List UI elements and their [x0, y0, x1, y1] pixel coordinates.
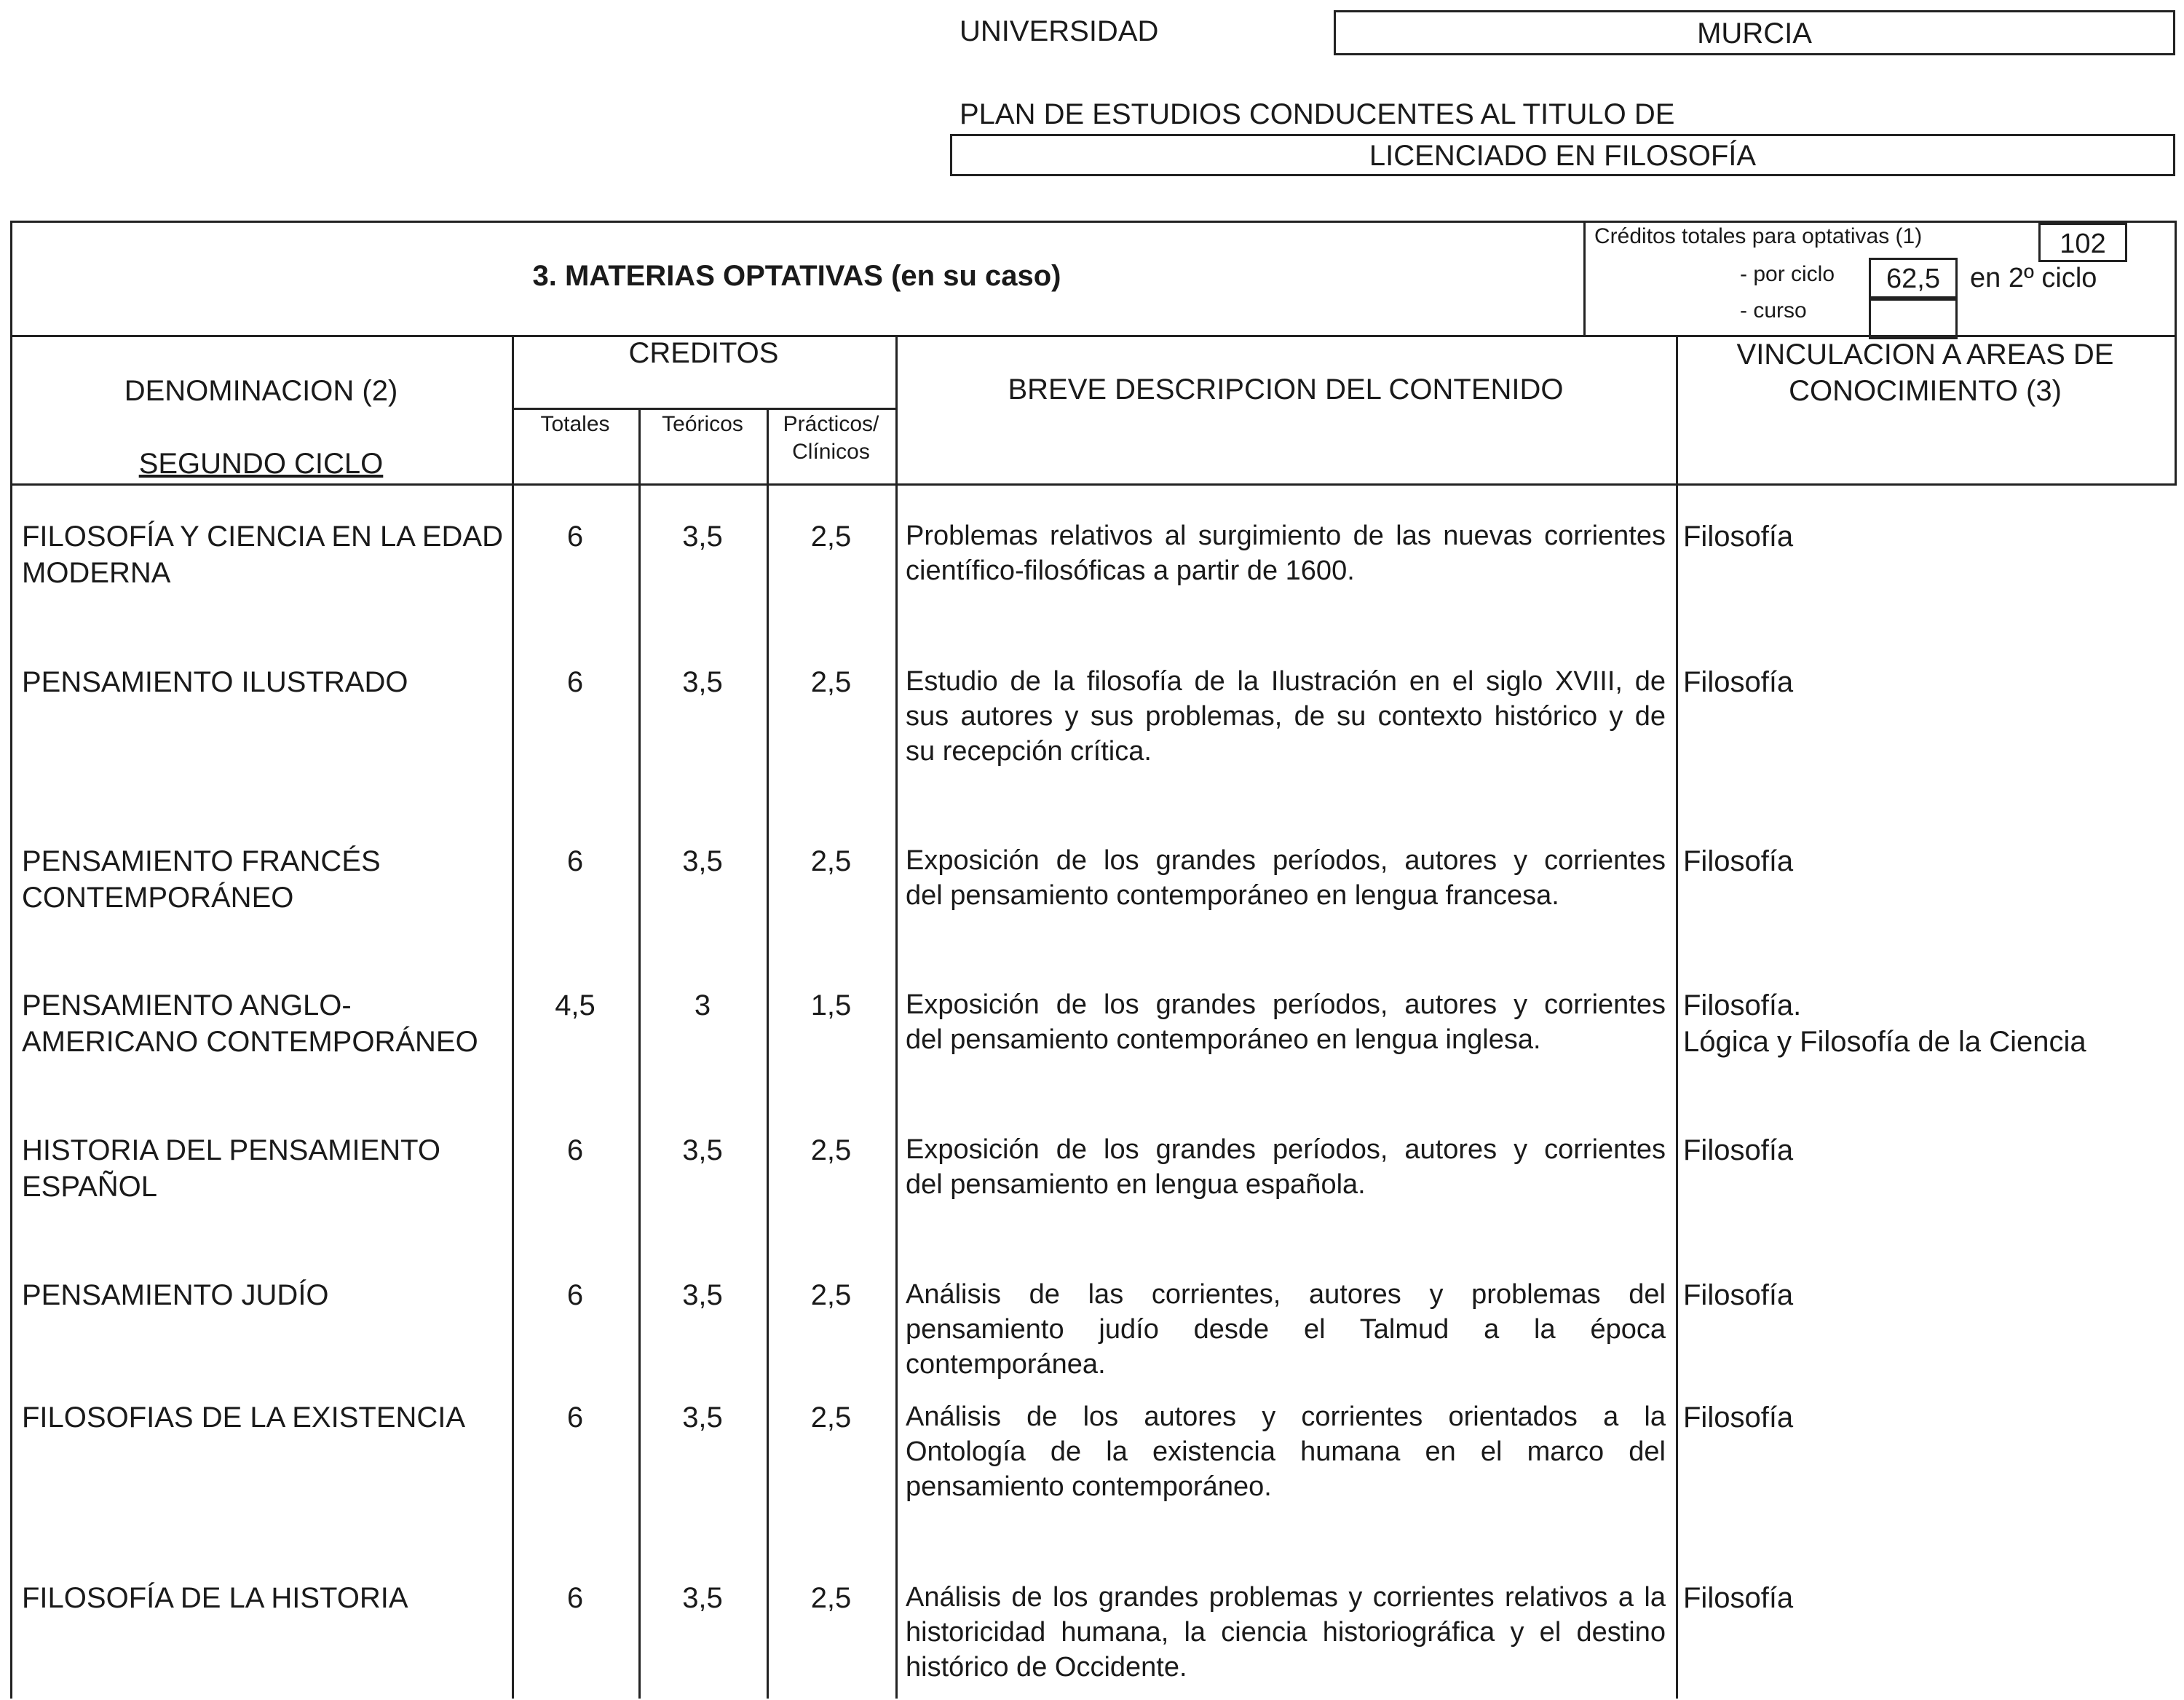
- row-area: [1683, 664, 2171, 700]
- row-description-line: Ontología de la existencia humana en el marco del: [906, 1436, 1666, 1467]
- row-description: [906, 843, 1666, 913]
- col-header-practicos-line1: Prácticos/: [783, 412, 879, 436]
- col-header-descripcion: BREVE DESCRIPCION DEL CONTENIDO: [1008, 373, 1564, 406]
- row-totales: 6: [566, 845, 584, 877]
- plan-label: PLAN DE ESTUDIOS CONDUCENTES AL TITULO DE: [960, 98, 1675, 130]
- row-description: [906, 518, 1666, 588]
- row-name-line: PENSAMIENTO JUDÍO: [22, 1279, 329, 1311]
- row-description-line: Análisis de los grandes problemas y corrientes relativos a la: [906, 1582, 1666, 1613]
- credits-total-box: [2038, 223, 2127, 262]
- row-description-line: Análisis de las corrientes, autores y problemas del: [906, 1279, 1666, 1310]
- row-practicos: 2,5: [810, 1279, 852, 1311]
- row-totales: 6: [566, 1401, 584, 1434]
- row-teoricos: 3,5: [682, 1134, 723, 1166]
- row-name-line: AMERICANO CONTEMPORÁNEO: [22, 1026, 478, 1058]
- row-description: [906, 1132, 1666, 1202]
- row-description-line: científico-filosóficas a partir de 1600.: [906, 556, 1355, 586]
- row-name: [22, 843, 510, 916]
- curso-box: [1869, 299, 1958, 339]
- university-label: UNIVERSIDAD: [960, 15, 1159, 47]
- row-name: [22, 518, 510, 591]
- row-teoricos: 3: [694, 989, 711, 1021]
- row-description-line: sus autores y sus problemas, de su contexto histórico y de: [906, 701, 1666, 732]
- row-name-line: FILOSOFÍA Y CIENCIA EN LA EDAD: [22, 521, 503, 553]
- row-practicos: 2,5: [810, 1134, 852, 1166]
- row-name: [22, 1399, 510, 1436]
- row-totales: 6: [566, 521, 584, 553]
- por-ciclo-suffix: en 2º ciclo: [1970, 263, 2097, 293]
- col-line-right: [2175, 335, 2177, 483]
- row-description: [906, 1277, 1666, 1382]
- por-ciclo-box: [1869, 258, 1958, 299]
- row-practicos: 2,5: [810, 845, 852, 877]
- row-practicos: 2,5: [810, 666, 852, 698]
- row-description-line: contemporánea.: [906, 1349, 1106, 1380]
- row-name-line: MODERNA: [22, 557, 171, 589]
- row-name: [22, 1580, 510, 1616]
- row-area: [1683, 1132, 2171, 1169]
- por-ciclo-label: - por ciclo: [1740, 262, 1835, 286]
- row-description: [906, 987, 1666, 1057]
- por-ciclo-value: 62,5: [1886, 264, 1940, 294]
- row-description-line: Análisis de los autores y corrientes orientados a la: [906, 1401, 1666, 1432]
- row-name-line: PENSAMIENTO FRANCÉS: [22, 845, 381, 877]
- university-field: [1334, 10, 2175, 55]
- row-totales: 6: [566, 666, 584, 698]
- row-teoricos: 3,5: [682, 1401, 723, 1434]
- row-description-line: pensamiento judío desde el Talmud a la época: [906, 1314, 1666, 1345]
- col-line-5: [1676, 335, 1678, 1699]
- row-area-line: Filosofía: [1683, 666, 1794, 698]
- row-description-line: pensamiento contemporáneo.: [906, 1471, 1272, 1502]
- table-header-bottom-border: [10, 483, 2177, 486]
- row-name: [22, 1277, 510, 1313]
- row-description: [906, 1399, 1666, 1504]
- col-header-vinculacion: [1676, 336, 2175, 409]
- row-description-line: Estudio de la filosofía de la Ilustración en el siglo XVIII, de: [906, 666, 1666, 697]
- degree-value: LICENCIADO EN FILOSOFÍA: [1369, 140, 1757, 172]
- row-totales: 6: [566, 1134, 584, 1166]
- row-name-line: FILOSOFIAS DE LA EXISTENCIA: [22, 1401, 466, 1434]
- row-area-line: Filosofía: [1683, 1401, 1794, 1434]
- col-header-practicos-line2: Clínicos: [792, 440, 870, 464]
- credits-total-value: 102: [2060, 229, 2106, 259]
- row-practicos: 2,5: [810, 1401, 852, 1434]
- row-name-line: PENSAMIENTO ILUSTRADO: [22, 666, 408, 698]
- col-line-4: [895, 335, 898, 1699]
- curso-label: - curso: [1740, 299, 1807, 323]
- row-name: [22, 987, 510, 1060]
- row-area: [1683, 518, 2171, 555]
- row-totales: 4,5: [555, 989, 596, 1021]
- row-area: [1683, 1277, 2171, 1313]
- col-header-denominacion: DENOMINACION (2): [124, 375, 398, 407]
- row-area-line: Filosofía: [1683, 1279, 1794, 1311]
- section-title: 3. MATERIAS OPTATIVAS (en su caso): [532, 260, 1061, 292]
- row-description-line: del pensamiento en lengua española.: [906, 1169, 1366, 1200]
- col-line-2: [638, 408, 641, 1699]
- row-description-line: Exposición de los grandes períodos, autores y corrientes: [906, 989, 1666, 1020]
- row-description-line: histórico de Occidente.: [906, 1652, 1187, 1683]
- row-description-line: del pensamiento contemporáneo en lengua francesa.: [906, 880, 1559, 911]
- row-area-line: Lógica y Filosofía de la Ciencia: [1683, 1026, 2086, 1058]
- col-header-teoricos: Teóricos: [662, 412, 743, 436]
- row-description-line: Exposición de los grandes períodos, autores y corrientes: [906, 1134, 1666, 1165]
- row-area-line: Filosofía.: [1683, 989, 1802, 1021]
- row-teoricos: 3,5: [682, 666, 723, 698]
- row-name-line: PENSAMIENTO ANGLO-: [22, 989, 352, 1021]
- row-description: [906, 1580, 1666, 1685]
- row-area-line: Filosofía: [1683, 1134, 1794, 1166]
- col-header-totales: Totales: [540, 412, 610, 436]
- row-description-line: historicidad humana, la ciencia historiográfica y el destino: [906, 1617, 1666, 1648]
- row-area: [1683, 1580, 2171, 1616]
- row-area-line: Filosofía: [1683, 845, 1794, 877]
- section-header-divider: [1583, 221, 1586, 337]
- col-header-vinculacion-line1: VINCULACION A AREAS DE: [1736, 339, 2114, 371]
- col-header-vinculacion-line2: CONOCIMIENTO (3): [1789, 375, 2062, 407]
- row-description: [906, 664, 1666, 769]
- col-header-creditos: CREDITOS: [628, 337, 779, 369]
- row-teoricos: 3,5: [682, 845, 723, 877]
- row-description-line: Exposición de los grandes períodos, autores y corrientes: [906, 845, 1666, 876]
- row-description-line: su recepción crítica.: [906, 736, 1152, 767]
- row-description-line: Problemas relativos al surgimiento de las nuevas corrientes: [906, 521, 1666, 551]
- row-area: [1683, 1399, 2171, 1436]
- col-header-practicos: [767, 411, 895, 466]
- degree-field: [950, 134, 2175, 176]
- creditos-divider: [512, 408, 895, 410]
- university-value: MURCIA: [1697, 17, 1812, 50]
- row-totales: 6: [566, 1582, 584, 1614]
- row-totales: 6: [566, 1279, 584, 1311]
- row-name: [22, 1132, 510, 1205]
- row-area: [1683, 843, 2171, 879]
- row-teoricos: 3,5: [682, 521, 723, 553]
- row-name-line: CONTEMPORÁNEO: [22, 882, 294, 914]
- row-name-line: FILOSOFÍA DE LA HISTORIA: [22, 1582, 408, 1614]
- row-practicos: 1,5: [810, 989, 852, 1021]
- row-area-line: Filosofía: [1683, 1582, 1794, 1614]
- row-practicos: 2,5: [810, 521, 852, 553]
- row-area: [1683, 987, 2171, 1060]
- col-line-3: [767, 408, 769, 1699]
- row-description-line: del pensamiento contemporáneo en lengua inglesa.: [906, 1024, 1541, 1055]
- row-name: [22, 664, 510, 700]
- col-line-left: [10, 335, 12, 1699]
- row-teoricos: 3,5: [682, 1582, 723, 1614]
- col-header-segundo-ciclo: SEGUNDO CICLO: [138, 448, 384, 480]
- row-area-line: Filosofía: [1683, 521, 1794, 553]
- credits-total-label: Créditos totales para optativas (1): [1594, 224, 1923, 248]
- row-practicos: 2,5: [810, 1582, 852, 1614]
- row-teoricos: 3,5: [682, 1279, 723, 1311]
- row-name-line: HISTORIA DEL PENSAMIENTO: [22, 1134, 440, 1166]
- row-name-line: ESPAÑOL: [22, 1171, 157, 1203]
